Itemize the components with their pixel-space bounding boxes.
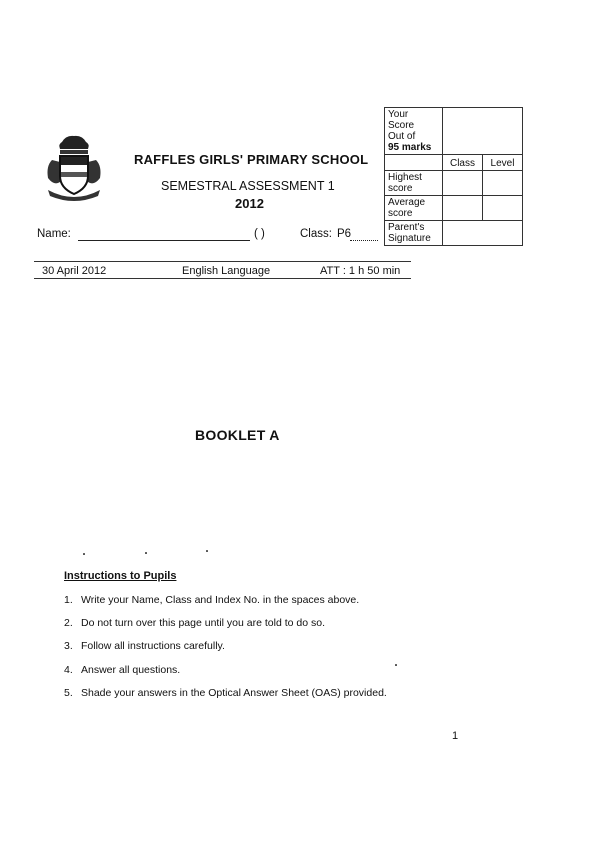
assessment-year: 2012 <box>235 196 264 211</box>
name-label: Name: <box>37 228 71 240</box>
speck-mark <box>395 664 397 666</box>
exam-date: 30 April 2012 <box>42 265 107 277</box>
instruction-item: 2. Do not turn over this page until you are told to do so. <box>64 617 325 629</box>
class-value: P6 <box>337 228 352 240</box>
assessment-title: SEMESTRAL ASSESSMENT 1 <box>161 179 335 193</box>
parent-signature-cell <box>443 221 523 246</box>
blank-cell <box>385 155 443 171</box>
booklet-title: BOOKLET A <box>195 427 280 443</box>
exam-subject: English Language <box>182 265 271 277</box>
average-score-label: Average score <box>385 196 443 221</box>
info-rule-top <box>34 261 411 262</box>
instruction-item: 1. Write your Name, Class and Index No. in the spaces above. <box>64 594 360 606</box>
school-name: RAFFLES GIRLS' PRIMARY SCHOOL <box>134 152 369 167</box>
instructions-title: Instructions to Pupils <box>64 570 177 582</box>
column-header-level: Level <box>483 155 523 171</box>
class-field-line[interactable] <box>350 240 378 241</box>
speck-mark <box>206 550 208 552</box>
your-score-value <box>443 108 523 155</box>
your-score-cell: Your Score Out of 95 marks <box>385 108 443 155</box>
page-number: 1 <box>452 730 459 742</box>
score-table <box>384 107 523 246</box>
exam-duration: ATT : 1 h 50 min <box>320 265 401 277</box>
index-number-field[interactable]: ( ) <box>254 228 265 240</box>
speck-mark <box>145 552 147 554</box>
info-rule-bottom <box>34 278 411 279</box>
column-header-class: Class <box>443 155 483 171</box>
highest-class-cell <box>443 171 483 196</box>
class-label: Class: <box>300 228 332 240</box>
speck-mark <box>83 553 85 555</box>
average-class-cell <box>443 196 483 221</box>
average-level-cell <box>483 196 523 221</box>
name-field-line[interactable] <box>78 240 250 241</box>
highest-level-cell <box>483 171 523 196</box>
instruction-item: 3. Follow all instructions carefully. <box>64 640 225 652</box>
instruction-item: 5. Shade your answers in the Optical Answer Sheet (OAS) provided. <box>64 687 387 699</box>
school-crest-logo <box>40 134 108 204</box>
highest-score-label: Highest score <box>385 171 443 196</box>
parent-signature-label: Parent's Signature <box>385 221 443 246</box>
instruction-item: 4. Answer all questions. <box>64 664 181 676</box>
